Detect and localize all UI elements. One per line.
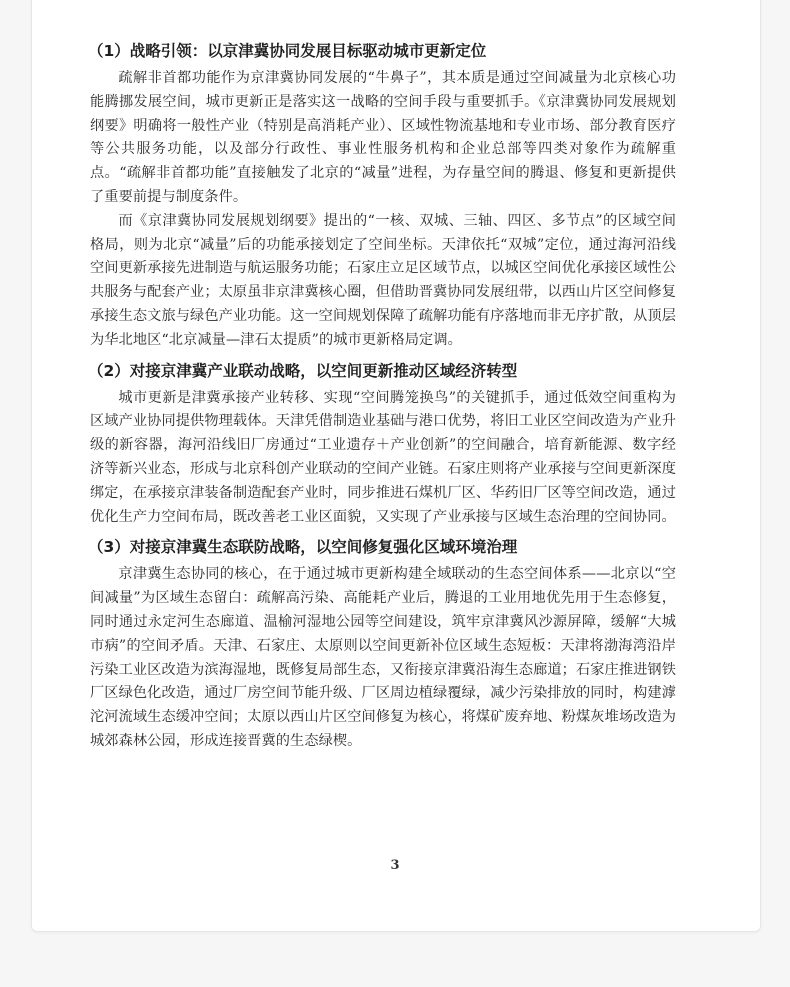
section-1-paragraph-2: 而《京津冀协同发展规划纲要》提出的“一核、双城、三轴、四区、多节点”的区域空间格局，则为北京“减量”后的功能承接划定了空间坐标。天津依托“双城”定位，通过海河沿线空间更新承接先进制造与航运服务功能；石家庄立足区域节点，以城区空间优化承接区域性公共服务与配套产业；太原虽非京津冀核心圈，但借助晋冀协同发展纽带，以西山片区空间修复承接生态文旅与绿色产业功能。这一空间规划保障了疏解功能有序落地而非无序扩散，从顶层为华北地区“北京减量—津石太提质”的城市更新格局定调。 — [90, 212, 676, 348]
section-2-heading: （2）对接京津冀产业联动战略，以空间更新推动区域经济转型 — [88, 361, 518, 380]
document-body — [90, 39, 676, 754]
section-1-paragraph-1: 疏解非首都功能作为京津冀协同发展的“牛鼻子”，其本质是通过空间减量为北京核心功能腾挪发展空间，城市更新正是落实这一战略的空间手段与重要抓手。《京津冀协同发展规划纲要》明确将一般性产业（特别是高消耗产业）、区域性物流基地和专业市场、部分教育医疗等公共服务功能，以及部分行政性、事业性服务机构和企业总部等四类对象作为疏解重点。“疏解非首都功能”直接触发了北京的“减量”进程，为存量空间的腾退、修复和更新提供了重要前提与制度条件。 — [90, 70, 676, 205]
section-3-paragraph-1: 京津冀生态协同的核心，在于通过城市更新构建全域联动的生态空间体系——北京以“空间减量”为区域生态留白：疏解高污染、高能耗产业后，腾退的工业用地优先用于生态修复，同时通过永定河生态廊道、温榆河湿地公园等空间建设，筑牢京津冀风沙源屏障，缓解“大城市病”的空间矛盾。天津、石家庄、太原则以空间更新补位区域生态短板：天津将渤海湾沿岸污染工业区改造为滨海湿地，既修复局部生态，又衔接京津冀沿海生态廊道；石家庄推进钢铁厂区绿色化改造，通过厂房空间节能升级、厂区周边植绿覆绿，减少污染排放的同时，构建滹沱河流域生态缓冲空间；太原以西山片区空间修复为核心，将煤矿废弃地、粉煤灰堆场改造为城郊森林公园，形成连接晋冀的生态绿楔。 — [90, 566, 676, 749]
section-2-paragraph-1: 城市更新是津冀承接产业转移、实现“空间腾笼换鸟”的关键抓手，通过低效空间重构为区域产业协同提供物理载体。天津凭借制造业基础与港口优势，将旧工业区空间改造为产业升级的新容器，海河沿线旧厂房通过“工业遗存＋产业创新”的空间融合，培育新能源、数字经济等新兴业态，形成与北京科创产业联动的空间产业链。石家庄则将产业承接与空间更新深度绑定，在承接京津装备制造配套产业时，同步推进石煤机厂区、华药旧厂区等空间改造，通过优化生产力空间布局，既改善老工业区面貌，又实现了产业承接与区域生态治理的空间协同。 — [90, 389, 676, 525]
section-1-heading: （1）战略引领：以京津冀协同发展目标驱动城市更新定位 — [88, 42, 487, 60]
section-3-heading: （3）对接京津冀生态联防战略，以空间修复强化区域环境治理 — [88, 538, 518, 557]
page-number: 3 — [390, 858, 400, 873]
